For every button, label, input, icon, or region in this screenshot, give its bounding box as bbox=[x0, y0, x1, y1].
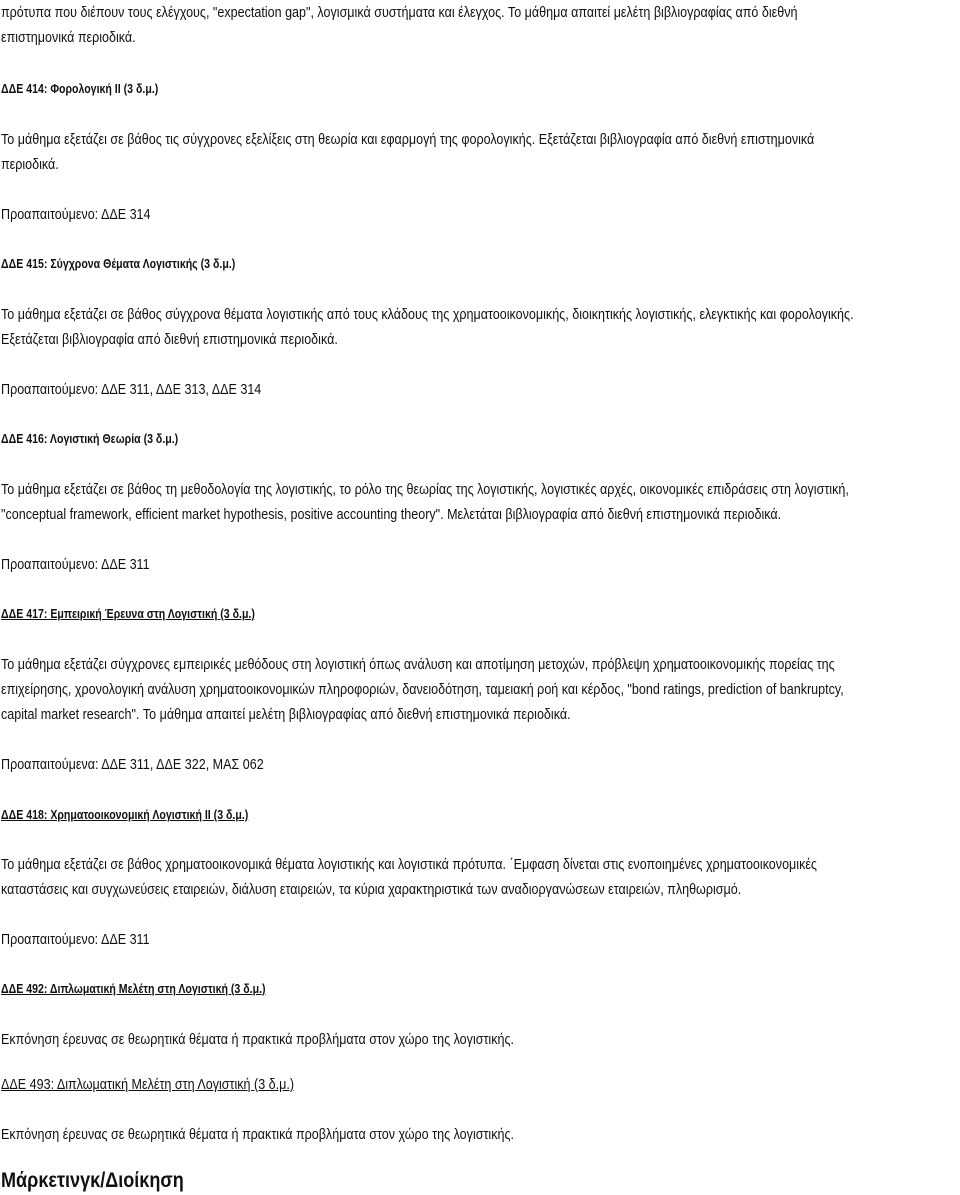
course-heading: ΔΔΕ 417: Εμπειρική Έρευνα στη Λογιστική (3 δ.μ.) bbox=[1, 607, 255, 621]
prerequisite-line: Προαπαιτούμενο: ΔΔΕ 314 bbox=[1, 207, 151, 223]
course-description-line: capital market research". Το μάθημα απαιτεί μελέτη βιβλιογραφίας από διεθνή επιστημονικά περιοδικά. bbox=[1, 707, 571, 723]
course-description-line: Εξετάζεται βιβλιογραφία από διεθνή επιστημονικά περιοδικά. bbox=[1, 332, 338, 348]
course-heading: ΔΔΕ 416: Λογιστική Θεωρία (3 δ.μ.) bbox=[1, 432, 179, 446]
prerequisite-line: Προαπαιτούμενο: ΔΔΕ 311 bbox=[1, 557, 150, 573]
text-line: επιστημονικά περιοδικά. bbox=[1, 30, 136, 46]
course-description-line: περιοδικά. bbox=[1, 157, 59, 173]
prerequisite-line: Προαπαιτούμενο: ΔΔΕ 311 bbox=[1, 932, 150, 948]
course-heading: ΔΔΕ 493: Διπλωματική Μελέτη στη Λογιστική (3 δ.μ.) bbox=[1, 1077, 295, 1093]
course-description-line: Εκπόνηση έρευνας σε θεωρητικά θέματα ή πρακτικά προβλήματα στον χώρο της λογιστικής. bbox=[1, 1127, 515, 1143]
text-line: πρότυπα που διέπουν τους ελέγχους, "expectation gap", λογισμικά συστήματα και έλεγχος. Το μάθημα απαιτεί μελέτη βιβλιογραφίας από διεθνή bbox=[1, 5, 798, 21]
course-description-line: επιχείρησης, χρονολογική ανάλυση χρηματοοικονομικών πληροφοριών, δανειοδότηση, ταμειακή ροή και κέρδος, "bond ratings, prediction of bankruptcy, bbox=[1, 682, 844, 698]
prerequisite-line: Προαπαιτούμενο: ΔΔΕ 311, ΔΔΕ 313, ΔΔΕ 314 bbox=[1, 382, 262, 398]
section-title: Μάρκετινγκ/Διοίκηση bbox=[1, 1169, 184, 1192]
course-description-line: "conceptual framework, efficient market hypothesis, positive accounting theory". Μελετάται βιβλιογραφία από διεθνή επιστημονικά περιοδικά. bbox=[1, 507, 782, 523]
course-description-line: καταστάσεις και συγχωνεύσεις εταιρειών, διάλυση εταιρειών, τα κύρια χαρακτηριστικά των αναδιοργανώσεων εταιρειών, πληθωρισμό. bbox=[1, 882, 742, 898]
course-description-line: Το μάθημα εξετάζει σύγχρονες εμπειρικές μεθόδους στη λογιστική όπως ανάλυση και αποτίμηση μετοχών, πρόβλεψη χρηματοοικονομικής πορείας της bbox=[1, 657, 835, 673]
course-heading: ΔΔΕ 418: Χρηματοοικονομική Λογιστική ΙΙ (3 δ.μ.) bbox=[1, 808, 249, 822]
course-heading: ΔΔΕ 492: Διπλωματική Μελέτη στη Λογιστική (3 δ.μ.) bbox=[1, 982, 266, 996]
course-description-line: Το μάθημα εξετάζει σε βάθος τη μεθοδολογία της λογιστικής, το ρόλο της θεωρίας της λογιστικής, λογιστικές αρχές, οικονομικές επιδράσεις στη λογιστική, bbox=[1, 482, 849, 498]
course-heading: ΔΔΕ 415: Σύγχρονα Θέματα Λογιστικής (3 δ.μ.) bbox=[1, 257, 236, 271]
prerequisite-line: Προαπαιτούμενα: ΔΔΕ 311, ΔΔΕ 322, ΜΑΣ 062 bbox=[1, 757, 264, 773]
course-heading: ΔΔΕ 414: Φορολογική ΙΙ (3 δ.μ.) bbox=[1, 82, 159, 96]
course-description-line: Εκπόνηση έρευνας σε θεωρητικά θέματα ή πρακτικά προβλήματα στον χώρο της λογιστικής. bbox=[1, 1032, 515, 1048]
course-description-line: Το μάθημα εξετάζει σε βάθος σύγχρονα θέματα λογιστικής από τους κλάδους της χρηματοοικονομικής, διοικητικής λογιστικής, ελεγκτικής και φορολογικής. bbox=[1, 307, 854, 323]
course-description-line: Το μάθημα εξετάζει σε βάθος τις σύγχρονες εξελίξεις στη θεωρία και εφαρμογή της φορολογικής. Εξετάζεται βιβλιογραφία από διεθνή επιστημονικά bbox=[1, 132, 815, 148]
course-description-line: Το μάθημα εξετάζει σε βάθος χρηματοοικονομικά θέματα λογιστικής και λογιστικά πρότυπα. ΄Εμφαση δίνεται στις ενοποιημένες χρηματοοικονομικές bbox=[1, 857, 817, 873]
